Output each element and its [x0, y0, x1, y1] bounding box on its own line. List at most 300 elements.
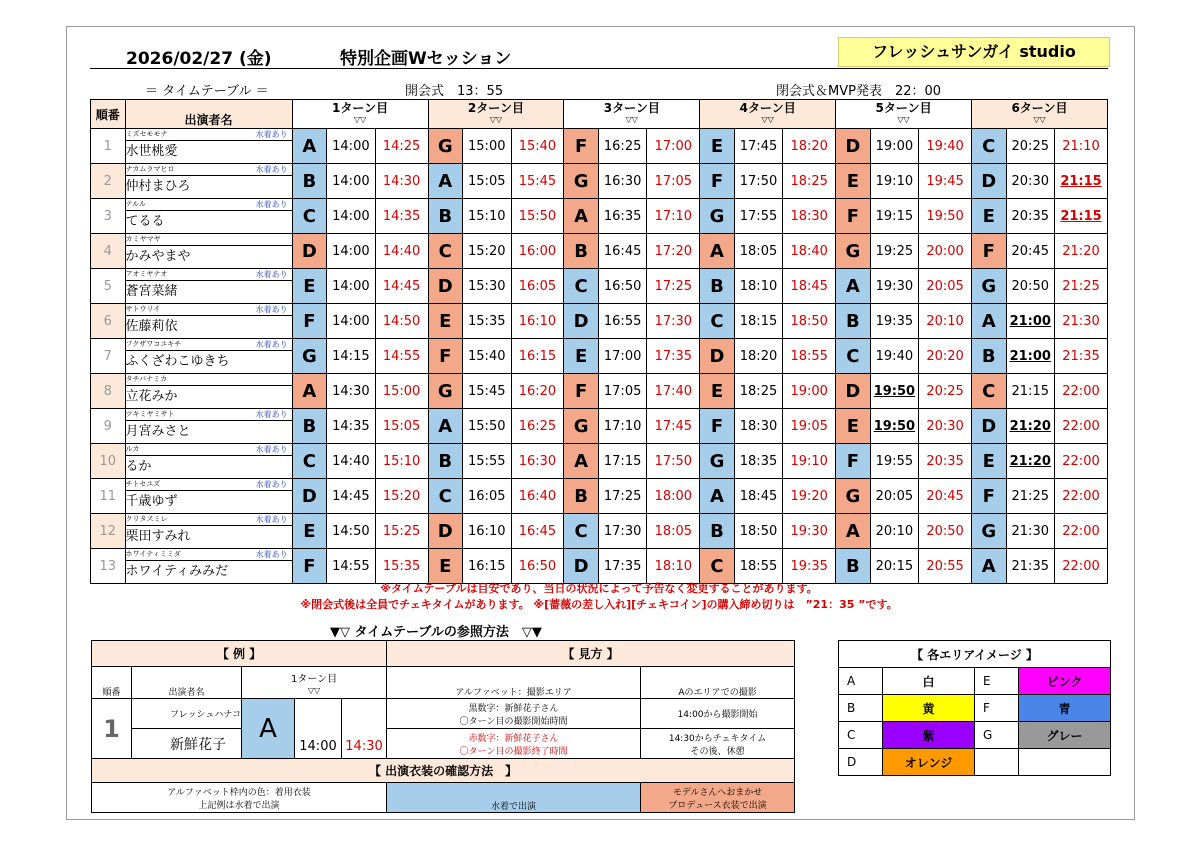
area-cell: A — [292, 129, 327, 164]
end-time: 20:45 — [919, 479, 972, 514]
end-time: 17:35 — [647, 339, 700, 374]
how-red — [387, 729, 641, 759]
start-time: 17:00 — [598, 339, 647, 374]
performer-kana — [125, 234, 292, 246]
area-swatch: オレンジ — [883, 749, 975, 776]
start-time: 19:00 — [870, 129, 919, 164]
start-time: 20:25 — [1006, 129, 1055, 164]
start-time: 15:50 — [463, 409, 512, 444]
performer-name: 蒼宮菜緒 — [125, 281, 292, 304]
kana-text: ルカ — [125, 445, 140, 453]
start-time: 18:10 — [734, 269, 783, 304]
col-turn-5 — [836, 100, 972, 129]
area-cell: A — [564, 444, 599, 479]
start-time: 15:00 — [463, 129, 512, 164]
start-time: 17:10 — [598, 409, 647, 444]
area-table — [838, 640, 1111, 776]
area-cell: A — [700, 479, 735, 514]
end-time: 16:45 — [511, 514, 564, 549]
kana-text: アオミヤナオ — [125, 270, 168, 278]
end-time: 18:10 — [647, 549, 700, 584]
performer-kana — [125, 409, 292, 421]
area-cell: C — [564, 514, 599, 549]
end-time: 18:30 — [783, 199, 836, 234]
schedule-table — [90, 99, 1108, 584]
performer-name: 栗田すみれ — [125, 526, 292, 549]
swimwear-tag: 水着あり — [255, 480, 288, 489]
start-time: 19:30 — [870, 269, 919, 304]
start-time: 19:50 — [870, 409, 919, 444]
area-swatch: ピンク — [1019, 668, 1111, 695]
table-row — [91, 444, 1108, 456]
performer-name: ホワイティみみだ — [125, 561, 292, 584]
col-turn-1 — [292, 100, 428, 129]
start-time: 21:20 — [1006, 409, 1055, 444]
performer-kana — [125, 479, 292, 491]
area-cell: G — [972, 514, 1007, 549]
closing-time: 閉会式＆MVP発表 22：00 — [776, 80, 941, 100]
area-cell: C — [292, 199, 327, 234]
performer-name: 千歳ゆず — [125, 491, 292, 514]
area-cell: C — [292, 444, 327, 479]
end-time: 20:30 — [919, 409, 972, 444]
area-key: D — [839, 749, 883, 776]
end-time: 20:50 — [919, 514, 972, 549]
area-cell: C — [564, 269, 599, 304]
ex-area: A — [242, 699, 295, 759]
turn-label: 4ターン目 — [739, 101, 796, 115]
start-time: 18:55 — [734, 549, 783, 584]
end-time: 18:55 — [783, 339, 836, 374]
start-time: 19:50 — [870, 374, 919, 409]
area-cell: D — [564, 304, 599, 339]
area-key: G — [975, 722, 1019, 749]
end-time: 21:10 — [1055, 129, 1108, 164]
area-key: A — [839, 668, 883, 695]
timetable-label: ＝ タイムテーブル ＝ — [145, 84, 269, 99]
reference-title: ▼▽ タイムテーブルの参照方法 ▽▼ — [330, 625, 542, 640]
start-time: 17:35 — [598, 549, 647, 584]
area-cell: B — [836, 304, 871, 339]
costume-header: 【 出演衣装の確認方法 】 — [92, 759, 795, 783]
start-time: 18:05 — [734, 234, 783, 269]
area-cell: G — [292, 339, 327, 374]
kana-text: チトセユズ — [125, 480, 161, 488]
how-black-2: 〇ターン目の撮影開始時間 — [459, 716, 568, 727]
start-time: 16:45 — [598, 234, 647, 269]
row-number: 6 — [91, 304, 126, 339]
area-cell: A — [700, 234, 735, 269]
area-cell: B — [564, 234, 599, 269]
end-time: 18:20 — [783, 129, 836, 164]
area-cell: G — [836, 234, 871, 269]
end-time: 15:00 — [375, 374, 428, 409]
start-time: 14:00 — [327, 269, 376, 304]
area-cell: B — [836, 549, 871, 584]
table-row — [91, 304, 1108, 316]
area-cell: B — [700, 269, 735, 304]
start-time: 18:50 — [734, 514, 783, 549]
end-time: 19:00 — [783, 374, 836, 409]
start-time: 20:50 — [1006, 269, 1055, 304]
table-row — [91, 339, 1108, 351]
start-time: 14:00 — [327, 164, 376, 199]
start-time: 14:00 — [327, 199, 376, 234]
start-time: 17:15 — [598, 444, 647, 479]
area-cell: A — [972, 304, 1007, 339]
end-time: 14:35 — [375, 199, 428, 234]
table-row — [91, 199, 1108, 211]
end-time: 20:05 — [919, 269, 972, 304]
performer-kana — [125, 514, 292, 526]
area-key — [975, 749, 1019, 776]
area-cell: B — [292, 409, 327, 444]
table-row — [91, 164, 1108, 176]
table-row — [91, 129, 1108, 141]
area-cell: A — [292, 374, 327, 409]
area-cell: E — [836, 164, 871, 199]
start-time: 17:45 — [734, 129, 783, 164]
area-cell: E — [292, 514, 327, 549]
end-time: 14:25 — [375, 129, 428, 164]
end-time: 17:50 — [647, 444, 700, 479]
area-cell: D — [428, 269, 463, 304]
start-time: 14:45 — [327, 479, 376, 514]
example-header: 【 例 】 — [92, 641, 387, 667]
end-time: 21:20 — [1055, 234, 1108, 269]
end-time: 19:35 — [783, 549, 836, 584]
end-time: 18:40 — [783, 234, 836, 269]
kana-text: テルル — [125, 200, 146, 208]
start-time: 18:20 — [734, 339, 783, 374]
start-time: 20:15 — [870, 549, 919, 584]
end-time: 15:10 — [375, 444, 428, 479]
row-number: 11 — [91, 479, 126, 514]
swimwear-tag: 水着あり — [255, 550, 288, 559]
turn-label: 2ターン目 — [467, 101, 524, 115]
start-time: 16:30 — [598, 164, 647, 199]
start-time: 14:00 — [327, 234, 376, 269]
ex-end: 14:30 — [342, 699, 387, 759]
performer-kana — [125, 304, 292, 316]
area-cell: D — [564, 549, 599, 584]
start-time: 14:00 — [327, 129, 376, 164]
start-time: 21:30 — [1006, 514, 1055, 549]
header-divider — [90, 68, 1108, 69]
performer-kana — [125, 199, 292, 211]
area-cell: G — [428, 374, 463, 409]
start-time: 18:30 — [734, 409, 783, 444]
costume-3a: モデルさんへおまかせ — [672, 787, 763, 798]
table-row — [91, 269, 1108, 281]
how-black-1: 黒数字：新鮮花子さん — [468, 703, 559, 714]
swimwear-tag: 水着あり — [255, 130, 288, 139]
kana-text: ナカムラマヒロ — [125, 165, 175, 173]
how-black — [387, 699, 641, 729]
end-time: 22:00 — [1055, 549, 1108, 584]
performer-kana — [125, 129, 292, 141]
area-cell: F — [700, 164, 735, 199]
end-time: 15:20 — [375, 479, 428, 514]
kana-text: サトウリイ — [125, 305, 161, 313]
area-cell: D — [292, 479, 327, 514]
start-time: 18:15 — [734, 304, 783, 339]
col-no: 順番 — [91, 100, 126, 129]
table-row — [91, 409, 1108, 421]
kana-text: ミズセモモナ — [125, 130, 168, 138]
swimwear-tag: 水着あり — [255, 410, 288, 419]
end-time: 18:25 — [783, 164, 836, 199]
row-number: 8 — [91, 374, 126, 409]
start-time: 15:40 — [463, 339, 512, 374]
ex-start: 14:00 — [295, 699, 342, 759]
turn-label: 5ターン目 — [875, 101, 932, 115]
performer-name: 立花みか — [125, 386, 292, 409]
ex-name-label: 出演者名 — [132, 667, 242, 699]
area-cell: B — [292, 164, 327, 199]
col-turn-3 — [564, 100, 700, 129]
row-number: 5 — [91, 269, 126, 304]
col-performer: 出演者名 — [125, 100, 292, 129]
turn-label: 3ターン目 — [603, 101, 660, 115]
area-cell: G — [564, 409, 599, 444]
area-cell: E — [700, 129, 735, 164]
how-alpha-ex: Aのエリアでの撮影 — [641, 667, 795, 699]
performer-kana — [125, 339, 292, 351]
kana-text: フクザワコユキチ — [125, 340, 182, 348]
start-time: 14:55 — [327, 549, 376, 584]
table-row — [91, 374, 1108, 386]
start-time: 18:25 — [734, 374, 783, 409]
area-cell: B — [428, 444, 463, 479]
costume-3b: プロデュース衣装で出演 — [668, 800, 767, 811]
performer-name: 月宮みさと — [125, 421, 292, 444]
end-time: 19:45 — [919, 164, 972, 199]
area-cell: A — [836, 269, 871, 304]
area-cell: F — [292, 304, 327, 339]
turn-tri: ▽▽ — [1033, 115, 1046, 124]
start-time: 20:35 — [1006, 199, 1055, 234]
area-key: C — [839, 722, 883, 749]
area-cell: A — [836, 514, 871, 549]
how-red-2: 〇ターン目の撮影終了時間 — [459, 746, 568, 757]
end-time: 14:45 — [375, 269, 428, 304]
end-time: 16:10 — [511, 304, 564, 339]
end-time: 20:35 — [919, 444, 972, 479]
area-cell: A — [428, 164, 463, 199]
area-cell: A — [972, 549, 1007, 584]
start-time: 15:20 — [463, 234, 512, 269]
turn-label: 1ターン目 — [332, 101, 389, 115]
end-time: 22:00 — [1055, 444, 1108, 479]
col-turn-2 — [428, 100, 564, 129]
row-number: 3 — [91, 199, 126, 234]
area-cell: F — [972, 479, 1007, 514]
start-time: 21:25 — [1006, 479, 1055, 514]
end-time: 20:25 — [919, 374, 972, 409]
start-time: 19:40 — [870, 339, 919, 374]
area-cell: E — [972, 199, 1007, 234]
how-red-1: 赤数字：新鮮花子さん — [468, 733, 559, 744]
note-line-1: ※タイムテーブルは目安であり、当日の状況によって予告なく変更することがあります。 — [380, 582, 818, 595]
start-time: 14:00 — [327, 304, 376, 339]
area-cell: C — [972, 129, 1007, 164]
area-cell: B — [564, 479, 599, 514]
area-cell: A — [428, 409, 463, 444]
ex-name: 新鮮花子 — [132, 729, 242, 759]
end-time: 22:00 — [1055, 514, 1108, 549]
end-time: 17:25 — [647, 269, 700, 304]
area-cell: A — [564, 199, 599, 234]
area-cell: C — [972, 374, 1007, 409]
turn-label: 6ターン目 — [1011, 101, 1068, 115]
end-time: 15:35 — [375, 549, 428, 584]
end-time: 18:50 — [783, 304, 836, 339]
costume-1b: 上記例は水着で出演 — [198, 800, 280, 811]
area-cell: B — [972, 339, 1007, 374]
start-time: 14:50 — [327, 514, 376, 549]
row-number: 7 — [91, 339, 126, 374]
ex-turn-tri: ▽▽ — [307, 685, 321, 695]
start-time: 17:55 — [734, 199, 783, 234]
start-time: 19:35 — [870, 304, 919, 339]
start-time: 20:10 — [870, 514, 919, 549]
end-time: 19:40 — [919, 129, 972, 164]
area-cell: C — [700, 304, 735, 339]
end-time: 16:40 — [511, 479, 564, 514]
how-red-ex-1: 14:30からチェキタイム — [668, 733, 767, 744]
row-number: 2 — [91, 164, 126, 199]
swimwear-tag: 水着あり — [255, 445, 288, 454]
end-time: 20:00 — [919, 234, 972, 269]
end-time: 19:50 — [919, 199, 972, 234]
end-time: 22:00 — [1055, 409, 1108, 444]
row-number: 4 — [91, 234, 126, 269]
area-swatch: グレー — [1019, 722, 1111, 749]
area-cell: E — [292, 269, 327, 304]
how-red-ex-2: その後、休憩 — [690, 746, 745, 757]
row-number: 1 — [91, 129, 126, 164]
area-cell: G — [700, 444, 735, 479]
swimwear-tag: 水着あり — [255, 200, 288, 209]
start-time: 21:00 — [1006, 304, 1055, 339]
end-time: 22:00 — [1055, 374, 1108, 409]
performer-kana — [125, 164, 292, 176]
col-turn-4 — [700, 100, 836, 129]
start-time: 15:45 — [463, 374, 512, 409]
studio-name: フレッシュサンガイ studio — [838, 37, 1110, 67]
start-time: 20:30 — [1006, 164, 1055, 199]
area-cell: D — [292, 234, 327, 269]
area-key: E — [975, 668, 1019, 695]
start-time: 19:55 — [870, 444, 919, 479]
start-time: 20:05 — [870, 479, 919, 514]
area-cell: F — [292, 549, 327, 584]
end-time: 22:00 — [1055, 479, 1108, 514]
ex-no: 1 — [92, 699, 132, 759]
area-title: 【 各エリアイメージ 】 — [839, 641, 1111, 668]
start-time: 14:40 — [327, 444, 376, 479]
row-number: 10 — [91, 444, 126, 479]
start-time: 16:10 — [463, 514, 512, 549]
start-time: 20:45 — [1006, 234, 1055, 269]
performer-kana — [125, 549, 292, 561]
area-cell: E — [428, 304, 463, 339]
swimwear-tag: 水着あり — [255, 340, 288, 349]
start-time: 16:35 — [598, 199, 647, 234]
costume-1a: アルファベット枠内の色：着用衣装 — [167, 787, 311, 798]
area-cell: E — [428, 549, 463, 584]
area-cell: E — [972, 444, 1007, 479]
end-time: 16:15 — [511, 339, 564, 374]
area-cell: D — [428, 514, 463, 549]
area-cell: G — [428, 129, 463, 164]
start-time: 16:50 — [598, 269, 647, 304]
area-swatch: 黄 — [883, 695, 975, 722]
end-time: 18:05 — [647, 514, 700, 549]
end-time: 15:45 — [511, 164, 564, 199]
row-number: 13 — [91, 549, 126, 584]
turn-tri: ▽▽ — [897, 115, 910, 124]
event-date: 2026/02/27 (金) — [126, 49, 272, 69]
area-swatch — [1019, 749, 1111, 776]
area-cell: F — [700, 409, 735, 444]
area-cell: F — [564, 129, 599, 164]
end-time: 15:05 — [375, 409, 428, 444]
turn-tri: ▽▽ — [353, 115, 367, 124]
start-time: 17:05 — [598, 374, 647, 409]
start-time: 17:30 — [598, 514, 647, 549]
end-time: 14:50 — [375, 304, 428, 339]
table-row — [91, 479, 1108, 491]
end-time: 16:00 — [511, 234, 564, 269]
performer-name: てるる — [125, 211, 292, 234]
end-time: 14:55 — [375, 339, 428, 374]
turn-tri: ▽▽ — [489, 115, 503, 124]
start-time: 14:15 — [327, 339, 376, 374]
end-time: 19:20 — [783, 479, 836, 514]
end-time: 21:30 — [1055, 304, 1108, 339]
area-cell: C — [428, 479, 463, 514]
swimwear-tag: 水着あり — [255, 305, 288, 314]
end-time: 15:25 — [375, 514, 428, 549]
start-time: 15:30 — [463, 269, 512, 304]
start-time: 15:55 — [463, 444, 512, 479]
performer-name: 仲村まひろ — [125, 176, 292, 199]
end-time: 17:05 — [647, 164, 700, 199]
area-swatch: 青 — [1019, 695, 1111, 722]
area-cell: E — [700, 374, 735, 409]
start-time: 14:35 — [327, 409, 376, 444]
area-cell: F — [836, 199, 871, 234]
start-time: 16:25 — [598, 129, 647, 164]
start-time: 15:35 — [463, 304, 512, 339]
how-black-ex: 14:00から撮影開始 — [641, 699, 795, 729]
swimwear-tag: 水着あり — [255, 165, 288, 174]
area-swatch: 白 — [883, 668, 975, 695]
end-time: 16:25 — [511, 409, 564, 444]
area-key: B — [839, 695, 883, 722]
start-time: 21:20 — [1006, 444, 1055, 479]
start-time: 15:10 — [463, 199, 512, 234]
start-time: 18:35 — [734, 444, 783, 479]
turn-tri: ▽▽ — [761, 115, 774, 124]
end-time: 17:40 — [647, 374, 700, 409]
opening-time: 開会式 13：55 — [405, 80, 503, 100]
performer-kana — [125, 374, 292, 386]
area-swatch: 紫 — [883, 722, 975, 749]
kana-text: カミヤマヤ — [125, 235, 161, 243]
